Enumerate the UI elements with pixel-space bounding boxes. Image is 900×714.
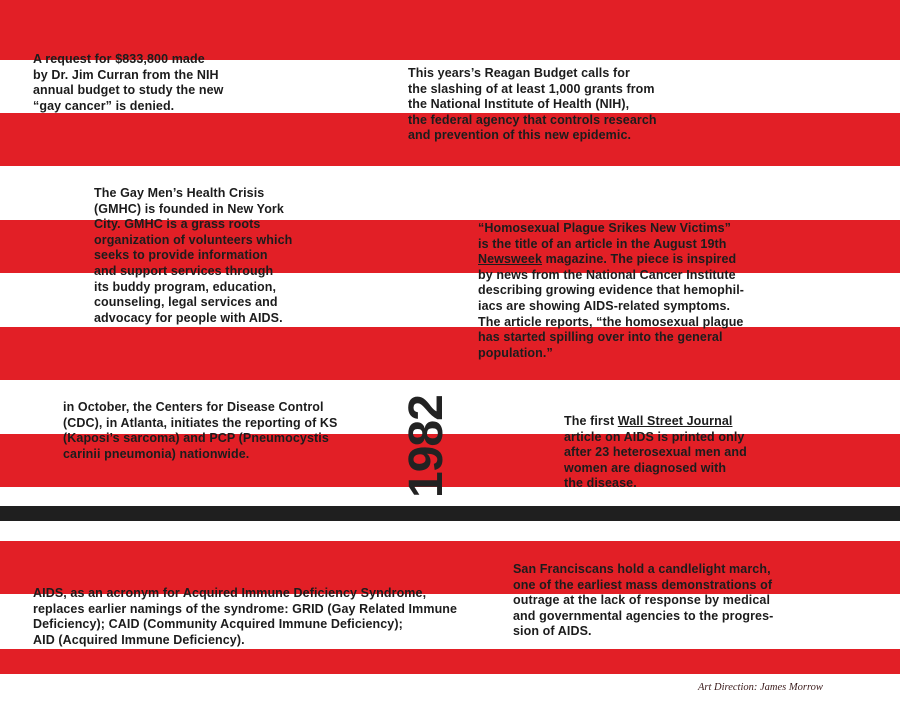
text-line: the National Institute of Health (NIH), (408, 97, 630, 112)
event-wsj-article (564, 414, 747, 492)
text-line: is the title of an article in the August 19th (478, 236, 727, 251)
text-line: describing growing evidence that hemophil- (478, 283, 745, 298)
wsj-title: Wall Street Journal (617, 414, 733, 428)
event-reagan-budget (408, 66, 657, 144)
text-line: sion of AIDS. (513, 624, 592, 639)
text-line: the slashing of at least 1,000 grants from (408, 81, 655, 96)
text-line: population.” (478, 345, 553, 360)
text-line: after 23 heterosexual men and (564, 445, 747, 460)
text-line (478, 252, 744, 268)
text-line: AIDS, as an acronym for Acquired Immune Deficiency Syndrome, (33, 586, 427, 600)
text-line: women are diagnosed with (564, 460, 727, 475)
text-line: counseling, legal services and (94, 295, 278, 310)
text-line: in October, the Centers for Disease Control (63, 400, 324, 414)
text-line: AID (Acquired Immune Deficiency). (33, 632, 245, 647)
text-line: annual budget to study the new (33, 83, 224, 98)
text-line: “gay cancer” is denied. (33, 98, 175, 113)
text-line: by news from the National Cancer Institute (478, 267, 736, 282)
text-line: seeks to provide information (94, 248, 268, 263)
text-line: “Homosexual Plague Srikes New Victims” (478, 221, 731, 235)
text-line: article on AIDS is printed only (564, 429, 745, 444)
art-direction-credit: Art Direction: James Morrow (698, 682, 823, 693)
red-stripe (0, 649, 900, 674)
text-fragment: magazine. The piece is inspired (542, 252, 737, 267)
text-line: This years’s Reagan Budget calls for (408, 66, 630, 80)
text-line: outrage at the lack of response by medical (513, 593, 771, 608)
text-line: The Gay Men’s Health Crisis (94, 186, 265, 200)
text-line: organization of volunteers which (94, 232, 293, 247)
event-cdc-reporting (63, 400, 337, 462)
red-stripe (0, 0, 900, 60)
newsweek-title: Newsweek (478, 252, 543, 267)
event-newsweek-article (478, 221, 744, 361)
text-line: (CDC), in Atlanta, initiates the reporting of KS (63, 415, 338, 430)
event-gmhc-founded (94, 186, 292, 326)
text-line: The article reports, “the homosexual plague (478, 314, 744, 329)
text-line: one of the earliest mass demonstrations of (513, 577, 773, 592)
text-line: replaces earlier namings of the syndrome: GRID (Gay Related Immune (33, 601, 458, 616)
text-line: iacs are showing AIDS-related symptoms. (478, 298, 731, 313)
year-heading: 1982 (400, 395, 453, 498)
text-line: A request for $833,800 made (33, 52, 205, 66)
event-curran-request (33, 52, 224, 114)
text-line: the federal agency that controls research (408, 112, 657, 127)
black-stripe (0, 506, 900, 521)
text-line: (GMHC) is founded in New York (94, 201, 284, 216)
text-line: has started spilling over into the general (478, 330, 723, 345)
text-line: Deficiency); CAID (Community Acquired Immune Deficiency); (33, 617, 403, 632)
text-line: its buddy program, education, (94, 279, 277, 294)
event-aids-acronym (33, 586, 457, 648)
event-candlelight-march (513, 562, 773, 640)
text-line: San Franciscans hold a candlelight march, (513, 562, 771, 576)
red-stripe (0, 327, 900, 380)
text-line: by Dr. Jim Curran from the NIH (33, 67, 219, 82)
text-line: advocacy for people with AIDS. (94, 310, 283, 325)
text-fragment: The first (564, 414, 618, 428)
text-line (564, 414, 747, 430)
text-line: and prevention of this new epidemic. (408, 128, 632, 143)
text-line: carinii pneumonia) nationwide. (63, 446, 250, 461)
text-line: City. GMHC is a grass roots (94, 217, 261, 232)
text-line: and governmental agencies to the progres- (513, 608, 774, 623)
text-line: (Kaposi’s sarcoma) and PCP (Pneumocystis (63, 431, 329, 446)
text-line: the disease. (564, 476, 637, 491)
text-line: and support services through (94, 263, 274, 278)
